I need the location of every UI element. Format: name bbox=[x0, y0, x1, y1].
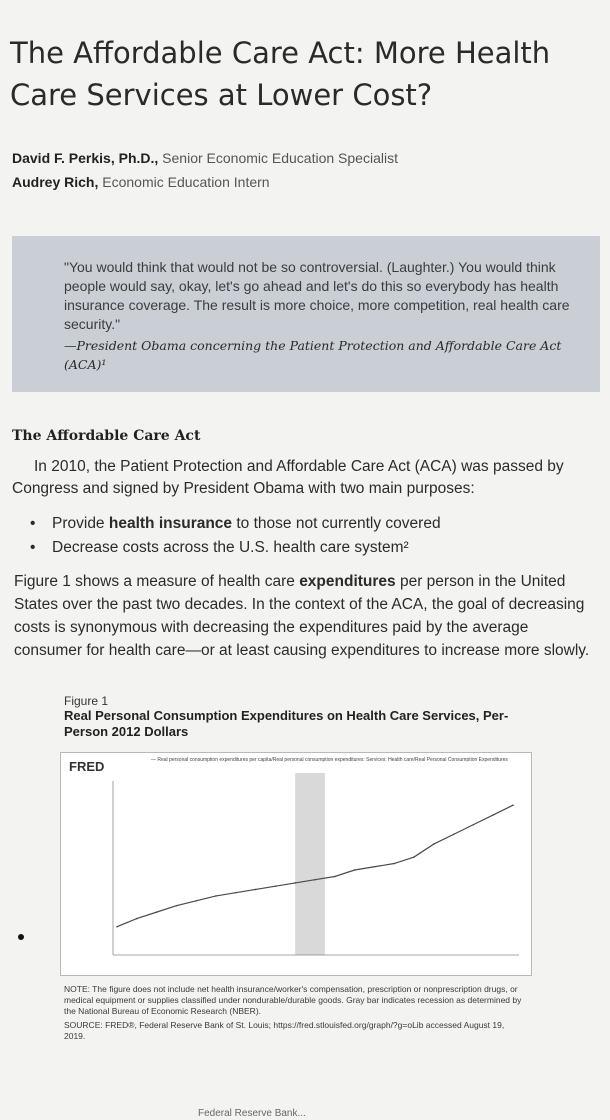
data-point bbox=[235, 892, 237, 894]
quote-attribution: —President Obama concerning the Patient Protection and Affordable Care Act (ACA)¹ bbox=[64, 338, 562, 372]
author-list bbox=[12, 146, 602, 194]
para-bold: expenditures bbox=[299, 573, 396, 590]
figure-paragraph bbox=[14, 570, 596, 662]
author-name: David F. Perkis, Ph.D., bbox=[12, 150, 159, 166]
figure-note bbox=[64, 984, 524, 1045]
data-point bbox=[275, 885, 277, 887]
quote bbox=[64, 258, 584, 374]
margin-mark bbox=[18, 934, 24, 940]
bullet-bold: health insurance bbox=[108, 515, 233, 532]
data-point bbox=[492, 814, 494, 816]
data-point bbox=[433, 843, 435, 845]
chart-frame bbox=[60, 752, 532, 976]
data-point bbox=[393, 863, 395, 865]
author-role: Economic Education Intern bbox=[102, 174, 270, 190]
data-point bbox=[116, 926, 118, 928]
data-point bbox=[473, 824, 475, 826]
purpose-list bbox=[30, 512, 590, 560]
data-point bbox=[512, 804, 514, 806]
figure-title: Real Personal Consumption Expenditures on Health Care Services, Per-Person 2012 Dollars bbox=[64, 708, 509, 739]
fred-logo: FRED bbox=[69, 759, 105, 774]
quote-box bbox=[12, 236, 600, 392]
data-point bbox=[314, 879, 316, 881]
data-point bbox=[136, 918, 138, 920]
source-text: SOURCE: FRED®, Federal Reserve Bank of St. Louis; https://fred.stlouisfed.org/graph/?g=oLib accessed August 19, 2019. bbox=[64, 1020, 505, 1041]
list-item: • Provide health insurance to those not currently covered bbox=[30, 515, 441, 532]
para-text: Figure 1 shows a measure of health care bbox=[14, 573, 300, 590]
intro-paragraph bbox=[12, 456, 596, 500]
data-point bbox=[374, 866, 376, 868]
footer-fragment: Federal Reserve Bank... bbox=[198, 1108, 306, 1119]
data-point bbox=[156, 911, 158, 913]
data-point bbox=[255, 889, 257, 891]
chart-legend: — Real personal consumption expenditures per capita/Real personal consumption expenditures: Services: Health care/Real Personal Consumption Expenditures bbox=[151, 757, 508, 763]
data-point bbox=[215, 895, 217, 897]
list-item: • Decrease costs across the U.S. health care system² bbox=[30, 539, 409, 556]
author-role: Senior Economic Education Specialist bbox=[162, 150, 398, 166]
data-point bbox=[334, 876, 336, 878]
data-point bbox=[294, 882, 296, 884]
data-point bbox=[354, 869, 356, 871]
para-text-end: per person in the United States over the past two decades. In the context of the ACA, the goal of decreasing costs is synonymous with decreasing the expenditures paid by the average consumer for health care—or at least causing expenditures to increase more slowly. bbox=[14, 573, 590, 659]
intro-text: In 2010, the Patient Protection and Affordable Care Act (ACA) was passed by Congress and signed by President Obama with two main purposes: bbox=[12, 458, 564, 497]
author-line bbox=[12, 170, 602, 194]
figure-caption bbox=[64, 694, 544, 740]
figure-number: Figure 1 bbox=[64, 694, 109, 708]
data-point bbox=[176, 905, 178, 907]
quote-text: "You would think that would not be so controversial. (Laughter.) You would think people would say, okay, let's go ahead and let's do this so everybody has health insurance coverage. The result is more choice, more competition, real health care security." bbox=[64, 259, 570, 332]
line-chart bbox=[61, 753, 531, 975]
section-heading: The Affordable Care Act bbox=[12, 428, 201, 444]
data-point bbox=[195, 900, 197, 902]
bullet-text: Decrease costs across the U.S. health care system² bbox=[52, 539, 409, 556]
page-title: The Affordable Care Act: More Health Care Services at Lower Cost? bbox=[10, 36, 551, 112]
bullet-text-end: to those not currently covered bbox=[232, 515, 441, 532]
bullet-text: Provide bbox=[52, 515, 109, 532]
author-name: Audrey Rich, bbox=[12, 174, 99, 190]
note-text: NOTE: The figure does not include net health insurance/worker's compensation, prescription or nonprescription drugs, or medical equipment or supplies classified under nondurable/durable goods. Gray bar indicates recession as determined by the National Bureau of Economic Research (NBER). bbox=[64, 984, 522, 1016]
data-point bbox=[453, 834, 455, 836]
author-line bbox=[12, 146, 602, 170]
recession-bar bbox=[295, 773, 325, 955]
data-point bbox=[413, 856, 415, 858]
